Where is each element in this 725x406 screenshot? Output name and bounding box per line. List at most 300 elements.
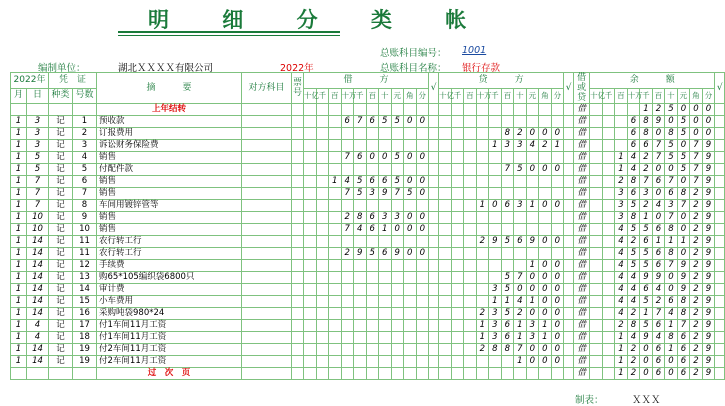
balance-digit: 0 [677, 224, 690, 236]
debit-digit [316, 332, 329, 344]
ledger-row [11, 164, 725, 176]
row-voucher-number [73, 104, 97, 116]
balance-digit [590, 320, 603, 332]
row-opposite-account [242, 128, 292, 140]
balance-digit: 2 [690, 200, 703, 212]
row-ticket [292, 236, 304, 248]
debit-digit [304, 128, 317, 140]
debit-digit: 1 [329, 176, 342, 188]
credit-digit [451, 368, 464, 380]
debit-digit [379, 140, 392, 152]
credit-digit: 1 [501, 296, 514, 308]
row-voucher-type: 记 [49, 164, 73, 176]
row-check-debit [429, 140, 439, 152]
balance-digit: 2 [690, 236, 703, 248]
row-check-credit [564, 176, 574, 188]
row-check-debit [429, 320, 439, 332]
debit-digit [316, 308, 329, 320]
header-day: 日 [27, 88, 49, 104]
credit-digit [476, 128, 489, 140]
ledger-row [11, 332, 725, 344]
ledger-row [11, 212, 725, 224]
debit-digit [354, 356, 367, 368]
row-voucher-type: 记 [49, 296, 73, 308]
debit-digit [404, 272, 417, 284]
row-opposite-account [242, 260, 292, 272]
credit-digit [526, 224, 539, 236]
row-check-credit [564, 260, 574, 272]
credit-digit: 2 [476, 236, 489, 248]
row-voucher-number: 14 [73, 284, 97, 296]
credit-digit [501, 260, 514, 272]
balance-digit: 1 [665, 344, 678, 356]
credit-digit [451, 320, 464, 332]
row-check-balance [715, 104, 725, 116]
credit-digit [489, 212, 502, 224]
row-voucher-type: 记 [49, 332, 73, 344]
debit-digit [304, 200, 317, 212]
balance-digit: 4 [615, 296, 628, 308]
credit-digit [514, 224, 527, 236]
credit-digit: 1 [526, 260, 539, 272]
credit-digit [451, 260, 464, 272]
balance-digit: 5 [627, 224, 640, 236]
row-debit-or-credit: 借 [574, 272, 590, 284]
row-voucher-type: 记 [49, 284, 73, 296]
balance-digit: 9 [702, 272, 715, 284]
credit-digit [526, 176, 539, 188]
balance-digit [590, 284, 603, 296]
row-check-balance [715, 164, 725, 176]
credit-digit: 1 [526, 296, 539, 308]
debit-digit [341, 356, 354, 368]
row-opposite-account [242, 176, 292, 188]
credit-digit: 0 [539, 128, 552, 140]
debit-digit [404, 368, 417, 380]
debit-digit [304, 212, 317, 224]
credit-digit: 0 [551, 320, 564, 332]
header-year: 2022年 [11, 73, 49, 89]
balance-digit: 0 [690, 128, 703, 140]
credit-digit [464, 128, 477, 140]
balance-digit [590, 272, 603, 284]
balance-digit: 8 [640, 128, 653, 140]
row-check-credit [564, 344, 574, 356]
balance-digit: 2 [690, 212, 703, 224]
balance-digit [615, 140, 628, 152]
credit-digit: 0 [539, 308, 552, 320]
debit-digit: 5 [366, 248, 379, 260]
debit-digit [316, 104, 329, 116]
debit-digit: 7 [391, 188, 404, 200]
debit-digit [354, 332, 367, 344]
row-check-credit [564, 248, 574, 260]
debit-digit [341, 104, 354, 116]
account-code: 1001 [462, 45, 487, 56]
credit-digit: 3 [514, 200, 527, 212]
balance-digit: 9 [702, 152, 715, 164]
header-unit: 百 [464, 88, 477, 104]
debit-digit [416, 164, 429, 176]
debit-digit [416, 296, 429, 308]
balance-digit [602, 296, 615, 308]
debit-digit [304, 308, 317, 320]
row-voucher-type: 记 [49, 356, 73, 368]
credit-digit [439, 176, 452, 188]
credit-digit: 5 [501, 308, 514, 320]
debit-digit [316, 176, 329, 188]
debit-digit [316, 212, 329, 224]
credit-digit [439, 344, 452, 356]
balance-digit: 5 [677, 164, 690, 176]
credit-digit [489, 224, 502, 236]
header-unit: 千 [489, 88, 502, 104]
balance-digit: 0 [677, 176, 690, 188]
balance-digit: 2 [652, 296, 665, 308]
header-unit: 千 [640, 88, 653, 104]
balance-digit: 9 [702, 332, 715, 344]
balance-digit: 2 [690, 284, 703, 296]
debit-digit [404, 296, 417, 308]
debit-digit [354, 272, 367, 284]
balance-digit: 4 [627, 284, 640, 296]
balance-digit: 9 [640, 332, 653, 344]
row-debit-or-credit: 借 [574, 320, 590, 332]
credit-digit: 0 [514, 284, 527, 296]
debit-digit [404, 140, 417, 152]
balance-digit: 3 [615, 200, 628, 212]
debit-digit [379, 356, 392, 368]
balance-digit: 3 [665, 200, 678, 212]
credit-digit: 7 [501, 164, 514, 176]
credit-digit: 0 [539, 356, 552, 368]
header-unit: 十万 [627, 88, 640, 104]
row-summary: 手续费 [97, 260, 242, 272]
credit-digit: 5 [501, 284, 514, 296]
row-check-balance [715, 140, 725, 152]
credit-digit [501, 356, 514, 368]
balance-digit: 6 [665, 188, 678, 200]
row-ticket [292, 224, 304, 236]
debit-digit [354, 164, 367, 176]
ledger-year: 2022年 [280, 63, 314, 74]
row-summary: 付1车间11月工资 [97, 332, 242, 344]
credit-digit [464, 308, 477, 320]
debit-digit [404, 128, 417, 140]
balance-digit: 6 [640, 140, 653, 152]
balance-digit: 1 [652, 236, 665, 248]
row-check-credit [564, 356, 574, 368]
debit-digit [329, 104, 342, 116]
credit-digit [526, 368, 539, 380]
credit-digit [539, 176, 552, 188]
debit-digit: 5 [391, 116, 404, 128]
credit-digit [551, 176, 564, 188]
debit-digit [329, 236, 342, 248]
credit-digit: 4 [526, 140, 539, 152]
header-check-credit: √ [564, 73, 574, 104]
credit-digit [501, 176, 514, 188]
row-check-balance [715, 116, 725, 128]
credit-digit [526, 116, 539, 128]
credit-digit [539, 248, 552, 260]
balance-digit: 5 [640, 248, 653, 260]
debit-digit [316, 128, 329, 140]
row-check-credit [564, 332, 574, 344]
credit-digit [439, 296, 452, 308]
credit-digit [539, 152, 552, 164]
balance-digit: 8 [677, 296, 690, 308]
credit-digit: 2 [476, 344, 489, 356]
balance-digit: 2 [627, 308, 640, 320]
row-opposite-account [242, 188, 292, 200]
credit-digit: 1 [539, 332, 552, 344]
row-check-balance [715, 188, 725, 200]
credit-digit [489, 128, 502, 140]
row-debit-or-credit: 借 [574, 200, 590, 212]
debit-digit [304, 188, 317, 200]
unit-name: 湖北ＸＸＸＸ有限公司 [118, 63, 214, 74]
credit-digit [551, 368, 564, 380]
credit-digit: 2 [539, 140, 552, 152]
credit-digit [476, 368, 489, 380]
debit-digit [379, 236, 392, 248]
credit-digit [451, 140, 464, 152]
row-check-credit [564, 368, 574, 380]
debit-digit [391, 332, 404, 344]
debit-digit [391, 104, 404, 116]
row-summary: 销售 [97, 152, 242, 164]
balance-digit [627, 104, 640, 116]
credit-digit [539, 212, 552, 224]
row-month: 1 [11, 284, 27, 296]
debit-digit [329, 116, 342, 128]
credit-digit [464, 320, 477, 332]
debit-digit [379, 296, 392, 308]
credit-digit: 1 [489, 296, 502, 308]
balance-digit [602, 128, 615, 140]
credit-digit [451, 308, 464, 320]
header-unit: 角 [690, 88, 703, 104]
debit-digit [416, 284, 429, 296]
credit-digit [439, 104, 452, 116]
row-debit-or-credit: 借 [574, 236, 590, 248]
credit-digit [514, 152, 527, 164]
row-summary: 销售 [97, 188, 242, 200]
row-opposite-account [242, 236, 292, 248]
debit-digit [391, 200, 404, 212]
balance-digit: 4 [665, 308, 678, 320]
debit-digit [316, 152, 329, 164]
maker-name: ＸＸＸ [632, 395, 661, 406]
credit-digit [464, 344, 477, 356]
balance-digit: 6 [677, 356, 690, 368]
credit-digit [539, 224, 552, 236]
debit-digit: 0 [391, 224, 404, 236]
credit-digit [514, 212, 527, 224]
credit-digit: 0 [551, 332, 564, 344]
credit-digit [439, 128, 452, 140]
credit-digit: 7 [514, 344, 527, 356]
credit-digit: 0 [526, 164, 539, 176]
balance-digit: 4 [615, 260, 628, 272]
balance-digit [590, 356, 603, 368]
row-check-credit [564, 164, 574, 176]
credit-digit [451, 152, 464, 164]
credit-digit [439, 116, 452, 128]
header-month: 月 [11, 88, 27, 104]
row-check-debit [429, 176, 439, 188]
header-unit: 十 [665, 88, 678, 104]
credit-digit: 0 [526, 128, 539, 140]
credit-digit [464, 200, 477, 212]
debit-digit [304, 104, 317, 116]
row-debit-or-credit: 借 [574, 356, 590, 368]
balance-digit: 1 [615, 152, 628, 164]
credit-digit [526, 104, 539, 116]
balance-digit: 6 [677, 332, 690, 344]
credit-digit: 1 [514, 356, 527, 368]
credit-digit [464, 116, 477, 128]
balance-digit: 8 [665, 128, 678, 140]
row-voucher-type: 记 [49, 188, 73, 200]
credit-digit [476, 104, 489, 116]
row-summary: 过 次 页 [97, 368, 242, 380]
header-type: 种类 [49, 88, 73, 104]
balance-digit: 8 [665, 224, 678, 236]
credit-digit: 9 [489, 236, 502, 248]
credit-digit [439, 212, 452, 224]
balance-digit: 9 [677, 272, 690, 284]
row-summary: 付1车间11月工资 [97, 320, 242, 332]
row-month: 1 [11, 164, 27, 176]
header-summary: 摘 要 [97, 73, 242, 104]
row-check-balance [715, 368, 725, 380]
row-check-credit [564, 104, 574, 116]
row-month: 1 [11, 248, 27, 260]
balance-digit: 7 [677, 200, 690, 212]
balance-digit: 0 [652, 188, 665, 200]
balance-digit: 1 [640, 104, 653, 116]
credit-digit [476, 116, 489, 128]
credit-digit: 6 [501, 332, 514, 344]
balance-digit: 9 [702, 356, 715, 368]
balance-digit [602, 116, 615, 128]
credit-digit [551, 188, 564, 200]
balance-digit [602, 320, 615, 332]
debit-digit: 7 [341, 152, 354, 164]
credit-digit [439, 236, 452, 248]
debit-digit [329, 140, 342, 152]
credit-digit [539, 188, 552, 200]
debit-digit: 7 [341, 224, 354, 236]
debit-digit: 0 [404, 212, 417, 224]
credit-digit [501, 368, 514, 380]
row-voucher-number: 9 [73, 212, 97, 224]
balance-digit: 7 [677, 320, 690, 332]
row-opposite-account [242, 272, 292, 284]
debit-digit: 3 [366, 188, 379, 200]
header-debit: 借 方 [304, 73, 429, 89]
debit-digit [366, 284, 379, 296]
balance-digit: 8 [627, 176, 640, 188]
balance-digit: 7 [665, 212, 678, 224]
row-voucher-type: 记 [49, 236, 73, 248]
credit-digit: 0 [526, 356, 539, 368]
credit-digit [526, 212, 539, 224]
credit-digit: 1 [514, 320, 527, 332]
debit-digit: 0 [404, 176, 417, 188]
balance-digit: 5 [640, 260, 653, 272]
debit-digit [404, 344, 417, 356]
row-debit-or-credit: 借 [574, 296, 590, 308]
ledger-row [11, 224, 725, 236]
row-opposite-account [242, 296, 292, 308]
row-opposite-account [242, 164, 292, 176]
balance-digit [602, 284, 615, 296]
debit-digit [379, 308, 392, 320]
ledger-row [11, 296, 725, 308]
credit-digit: 6 [501, 200, 514, 212]
row-debit-or-credit: 借 [574, 260, 590, 272]
row-check-debit [429, 356, 439, 368]
credit-digit [476, 176, 489, 188]
balance-digit: 5 [677, 152, 690, 164]
debit-digit [416, 140, 429, 152]
debit-digit [329, 200, 342, 212]
balance-digit: 0 [690, 116, 703, 128]
balance-digit: 2 [627, 368, 640, 380]
balance-digit: 5 [627, 260, 640, 272]
debit-digit: 6 [379, 248, 392, 260]
credit-digit [489, 188, 502, 200]
credit-digit: 3 [489, 284, 502, 296]
debit-digit [304, 344, 317, 356]
balance-digit [590, 152, 603, 164]
credit-digit [451, 176, 464, 188]
credit-digit [464, 224, 477, 236]
row-voucher-number: 17 [73, 320, 97, 332]
balance-digit: 3 [615, 212, 628, 224]
credit-digit [451, 236, 464, 248]
row-day: 10 [27, 224, 49, 236]
balance-digit: 1 [615, 164, 628, 176]
debit-digit [329, 152, 342, 164]
debit-digit [316, 272, 329, 284]
debit-digit [366, 128, 379, 140]
row-opposite-account [242, 320, 292, 332]
credit-digit [439, 356, 452, 368]
row-summary: 销售 [97, 176, 242, 188]
debit-digit [354, 368, 367, 380]
debit-digit [329, 296, 342, 308]
credit-digit [489, 164, 502, 176]
row-check-debit [429, 104, 439, 116]
balance-digit: 6 [640, 284, 653, 296]
row-check-debit [429, 164, 439, 176]
credit-digit [526, 188, 539, 200]
row-ticket [292, 332, 304, 344]
debit-digit: 1 [379, 224, 392, 236]
balance-digit: 2 [690, 188, 703, 200]
debit-digit [354, 296, 367, 308]
balance-digit: 6 [627, 128, 640, 140]
balance-digit: 8 [665, 248, 678, 260]
row-opposite-account [242, 368, 292, 380]
row-voucher-number: 5 [73, 164, 97, 176]
credit-digit [439, 152, 452, 164]
credit-digit [476, 188, 489, 200]
